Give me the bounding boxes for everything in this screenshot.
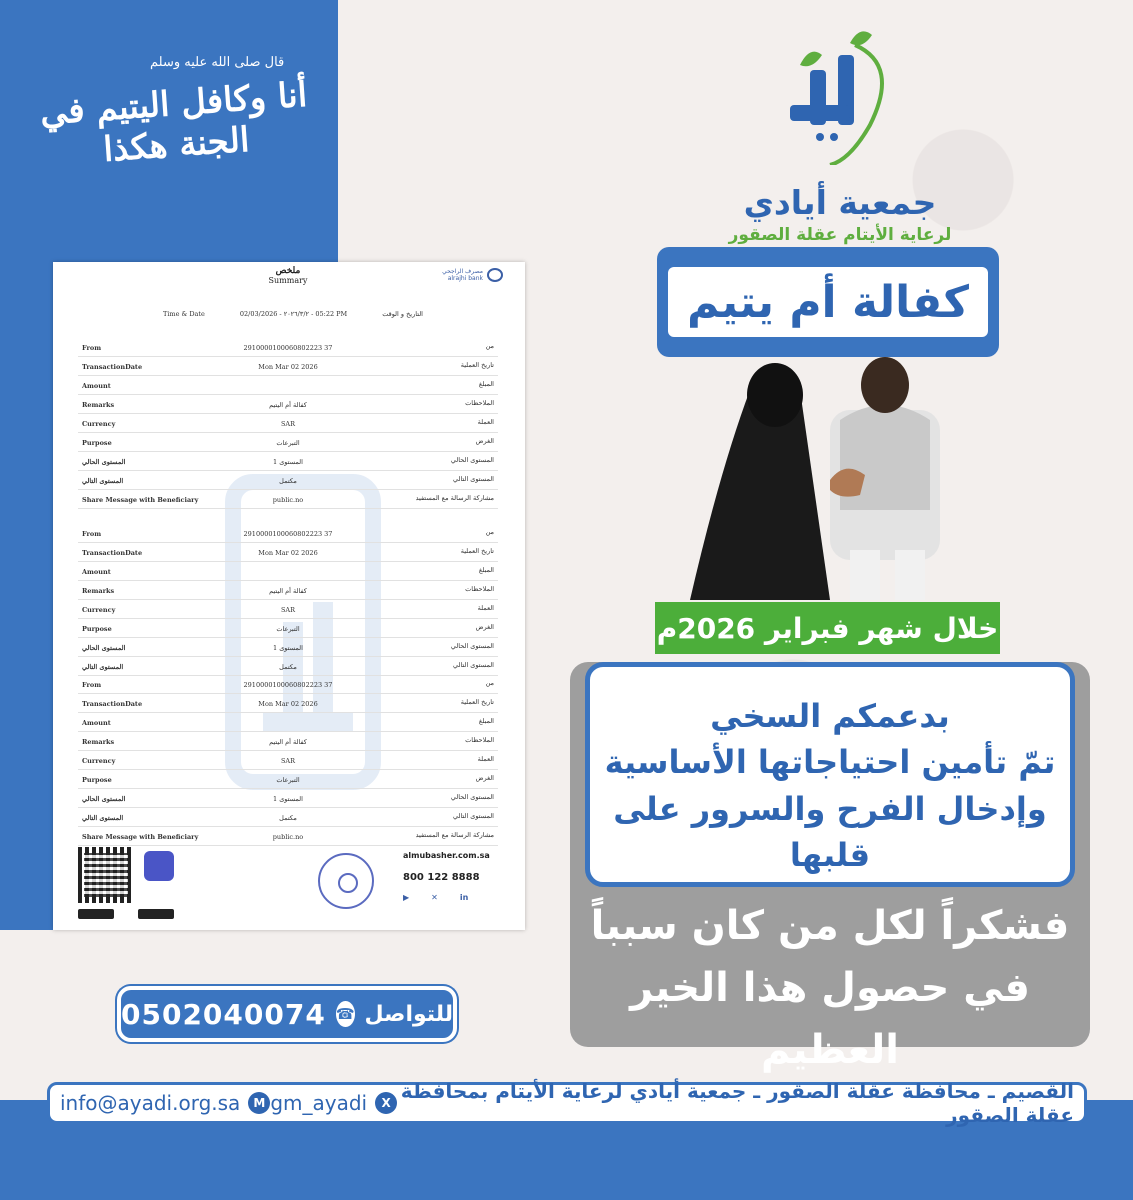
receipt-row bbox=[78, 675, 498, 694]
time-value: 02/03/2026 - ٢٠٢٦/٣/٢ - 05:22 PM bbox=[239, 310, 348, 318]
mail-icon: M bbox=[248, 1092, 270, 1114]
footer-handle-text[interactable]: gm_ayadi bbox=[270, 1091, 368, 1115]
footer-bar bbox=[47, 1079, 1087, 1127]
receipt-cell-ar: المستوى التالي bbox=[453, 812, 494, 820]
receipt-row bbox=[78, 562, 498, 581]
receipt-cell-en: Purpose bbox=[82, 625, 112, 633]
receipt-cell-ar: الغرض bbox=[475, 437, 494, 445]
digital-banking-seal-icon bbox=[318, 853, 374, 909]
receipt-cell-en: Amount bbox=[82, 382, 111, 390]
receipt-cell-val: public.no bbox=[272, 496, 304, 504]
receipt-cell-ar: تاريخ العملية bbox=[460, 361, 494, 369]
footer-email[interactable] bbox=[60, 1091, 270, 1115]
receipt-cell-ar: الملاحظات bbox=[465, 399, 494, 407]
receipt-cell-ar: المستوى الحالي bbox=[450, 456, 494, 464]
receipt-cell-en: Currency bbox=[82, 606, 116, 614]
bank-logo bbox=[442, 268, 503, 282]
receipt-cell-ar: مشاركة الرسالة مع المستفيد bbox=[415, 494, 494, 502]
logo-name: جمعية أيادي bbox=[743, 183, 937, 222]
receipt-title bbox=[243, 266, 333, 285]
receipt-row bbox=[78, 490, 498, 509]
receipt-cell-en: Amount bbox=[82, 719, 111, 727]
receipt-row bbox=[78, 376, 498, 395]
receipt-row bbox=[78, 414, 498, 433]
message-box bbox=[585, 662, 1075, 887]
business-app-icon bbox=[144, 851, 174, 881]
receipt-cell-ar: المبلغ bbox=[478, 717, 494, 725]
thanks-line-1: فشكراً لكل من كان سبباً bbox=[590, 903, 1070, 949]
receipt-cell-en: TransactionDate bbox=[82, 549, 143, 557]
receipt-row bbox=[78, 452, 498, 471]
receipt-cell-ar: المستوى الحالي bbox=[450, 642, 494, 650]
bank-logo-icon bbox=[487, 268, 503, 282]
receipt-cell-ar: العملة bbox=[477, 418, 494, 426]
receipt-cell-en: From bbox=[82, 344, 102, 352]
period-label: خلال شهر فبراير 2026م bbox=[655, 602, 1000, 654]
receipt-cell-val: المستوى 1 bbox=[273, 795, 303, 803]
receipt-row bbox=[78, 524, 498, 543]
receipt-cell-en: المستوى التالي bbox=[82, 663, 124, 671]
contact-pill[interactable] bbox=[117, 986, 457, 1042]
hadith-attribution: قال صلى الله عليه وسلم bbox=[150, 55, 285, 70]
receipt-time-row bbox=[163, 310, 423, 318]
receipt-cell-ar: المبلغ bbox=[478, 566, 494, 574]
ayadi-logo bbox=[720, 25, 960, 245]
receipt-cell-en: TransactionDate bbox=[82, 363, 143, 371]
receipt-row bbox=[78, 600, 498, 619]
receipt-cell-val: 2910000100060802223 37 bbox=[243, 530, 333, 538]
receipt-row bbox=[78, 357, 498, 376]
receipt-cell-en: Currency bbox=[82, 757, 116, 765]
receipt-cell-en: From bbox=[82, 681, 102, 689]
receipt-phone: 800 122 8888 bbox=[403, 872, 480, 883]
receipt-cell-val: كفالة أم اليتيم bbox=[269, 401, 307, 409]
receipt-cell-val: 2910000100060802223 37 bbox=[243, 681, 333, 689]
time-label-en: Time & Date bbox=[163, 310, 205, 318]
receipt-cell-en: Remarks bbox=[82, 738, 115, 746]
receipt-cell-ar: المستوى التالي bbox=[453, 475, 494, 483]
receipt-cell-en: المستوى الحالي bbox=[82, 458, 126, 466]
hadith-text: أنا وكافل اليتيم في الجنة هكذا bbox=[38, 74, 309, 170]
footer-email-text[interactable]: info@ayadi.org.sa bbox=[60, 1091, 241, 1115]
footer-handle[interactable] bbox=[270, 1091, 397, 1115]
mother-child-photo bbox=[680, 350, 1000, 600]
google-play-badge-icon[interactable] bbox=[138, 909, 174, 919]
contact-label: للتواصل bbox=[364, 1001, 453, 1027]
receipt-cell-ar: الغرض bbox=[475, 623, 494, 631]
receipt-title-en: Summary bbox=[268, 276, 308, 285]
bank-receipt bbox=[53, 262, 525, 930]
receipt-cell-val: SAR bbox=[280, 606, 296, 614]
bank-name-ar: مصرف الراجحي bbox=[442, 268, 483, 275]
x-icon[interactable]: ✕ bbox=[431, 893, 438, 902]
receipt-social bbox=[403, 893, 490, 902]
receipt-row bbox=[78, 827, 498, 846]
receipt-row bbox=[78, 713, 498, 732]
receipt-cell-ar: من bbox=[485, 679, 494, 687]
receipt-cell-ar: مشاركة الرسالة مع المستفيد bbox=[415, 831, 494, 839]
receipt-cell-val: public.no bbox=[272, 833, 304, 841]
receipt-row bbox=[78, 694, 498, 713]
logo-mark-icon bbox=[760, 25, 900, 165]
receipt-cell-en: TransactionDate bbox=[82, 700, 143, 708]
transfer-3 bbox=[78, 675, 498, 846]
receipt-row bbox=[78, 338, 498, 357]
page-title: كفالة أم يتيم bbox=[668, 267, 988, 337]
receipt-title-ar: ملخص bbox=[275, 266, 301, 276]
receipt-cell-en: Purpose bbox=[82, 776, 112, 784]
receipt-cell-ar: تاريخ العملية bbox=[460, 698, 494, 706]
receipt-cell-val: مكتمل bbox=[279, 814, 297, 822]
receipt-row bbox=[78, 471, 498, 490]
receipt-row bbox=[78, 751, 498, 770]
time-label-ar: التاريخ و الوقت bbox=[382, 310, 423, 318]
x-icon: X bbox=[375, 1092, 397, 1114]
receipt-cell-val: التبرعات bbox=[276, 625, 300, 633]
message-line-1: بدعمكم السخي bbox=[710, 697, 950, 735]
receipt-cell-en: From bbox=[82, 530, 102, 538]
receipt-cell-ar: الملاحظات bbox=[465, 736, 494, 744]
receipt-row bbox=[78, 638, 498, 657]
receipt-cell-val: Mon Mar 02 2026 bbox=[258, 700, 318, 708]
footer-address: القصيم ـ محافظة عقلة الصقور ـ جمعية أيادي لرعاية الأيتام بمحافظة عقلة الصقور bbox=[400, 1079, 1074, 1127]
receipt-cell-ar: الملاحظات bbox=[465, 585, 494, 593]
receipt-cell-val: التبرعات bbox=[276, 776, 300, 784]
transfer-1 bbox=[78, 338, 498, 509]
receipt-cell-ar: العملة bbox=[477, 755, 494, 763]
receipt-row bbox=[78, 770, 498, 789]
receipt-cell-val: المستوى 1 bbox=[273, 644, 303, 652]
receipt-cell-val: كفالة أم اليتيم bbox=[269, 587, 307, 595]
hadith-calligraphy bbox=[20, 55, 330, 195]
receipt-row bbox=[78, 395, 498, 414]
receipt-row bbox=[78, 732, 498, 751]
receipt-cell-ar: من bbox=[485, 342, 494, 350]
receipt-cell-ar: الغرض bbox=[475, 774, 494, 782]
linkedin-icon[interactable]: in bbox=[459, 893, 469, 902]
receipt-row bbox=[78, 789, 498, 808]
receipt-cell-val: SAR bbox=[280, 420, 296, 428]
receipt-cell-en: المستوى الحالي bbox=[82, 795, 126, 803]
contact-phone[interactable]: 0502040074 bbox=[121, 997, 326, 1031]
receipt-row bbox=[78, 619, 498, 638]
receipt-cell-val: Mon Mar 02 2026 bbox=[258, 363, 318, 371]
receipt-cell-en: Remarks bbox=[82, 401, 115, 409]
message-line-3: وإدخال الفرح والسرور على قلبها bbox=[613, 789, 1047, 875]
qr-code bbox=[78, 847, 134, 903]
receipt-row bbox=[78, 581, 498, 600]
receipt-cell-ar: تاريخ العملية bbox=[460, 547, 494, 555]
logo-subtitle: لرعاية الأيتام عقلة الصقور bbox=[728, 225, 952, 245]
receipt-cell-val: مكتمل bbox=[279, 477, 297, 485]
thanks-line-2: في حصول هذا الخير العظيم bbox=[630, 965, 1030, 1073]
receipt-row bbox=[78, 543, 498, 562]
message-line-2: تمّ تأمين احتياجاتها الأساسية bbox=[604, 743, 1056, 782]
receipt-cell-en: المستوى الحالي bbox=[82, 644, 126, 652]
thanks-text bbox=[580, 895, 1080, 1081]
receipt-row bbox=[78, 657, 498, 676]
receipt-cell-en: Share Message with Beneficiary bbox=[82, 496, 199, 504]
receipt-site[interactable]: almubasher.com.sa bbox=[403, 851, 490, 860]
receipt-cell-en: Remarks bbox=[82, 587, 115, 595]
receipt-cell-en: Purpose bbox=[82, 439, 112, 447]
youtube-icon[interactable]: ▶ bbox=[403, 893, 410, 902]
receipt-cell-ar: المبلغ bbox=[478, 380, 494, 388]
app-store-badge-icon[interactable] bbox=[78, 909, 114, 919]
receipt-contact bbox=[403, 851, 490, 902]
receipt-cell-val: Mon Mar 02 2026 bbox=[258, 549, 318, 557]
receipt-footer bbox=[78, 847, 498, 922]
title-banner bbox=[657, 247, 999, 357]
receipt-cell-en: Share Message with Beneficiary bbox=[82, 833, 199, 841]
receipt-cell-ar: المستوى التالي bbox=[453, 661, 494, 669]
receipt-cell-ar: من bbox=[485, 528, 494, 536]
bank-name-en: alrajhi bank bbox=[447, 275, 483, 282]
receipt-cell-val: المستوى 1 bbox=[273, 458, 303, 466]
receipt-cell-val: كفالة أم اليتيم bbox=[269, 738, 307, 746]
receipt-cell-val: 2910000100060802223 37 bbox=[243, 344, 333, 352]
receipt-cell-ar: العملة bbox=[477, 604, 494, 612]
phone-icon: ☎ bbox=[336, 1001, 355, 1027]
receipt-row bbox=[78, 433, 498, 452]
receipt-cell-ar: المستوى الحالي bbox=[450, 793, 494, 801]
receipt-cell-en: المستوى التالي bbox=[82, 477, 124, 485]
receipt-cell-en: Currency bbox=[82, 420, 116, 428]
receipt-cell-en: المستوى التالي bbox=[82, 814, 124, 822]
receipt-cell-en: Amount bbox=[82, 568, 111, 576]
receipt-cell-val: SAR bbox=[280, 757, 296, 765]
receipt-row bbox=[78, 808, 498, 827]
receipt-cell-val: مكتمل bbox=[279, 663, 297, 671]
receipt-cell-val: التبرعات bbox=[276, 439, 300, 447]
transfer-2 bbox=[78, 524, 498, 676]
